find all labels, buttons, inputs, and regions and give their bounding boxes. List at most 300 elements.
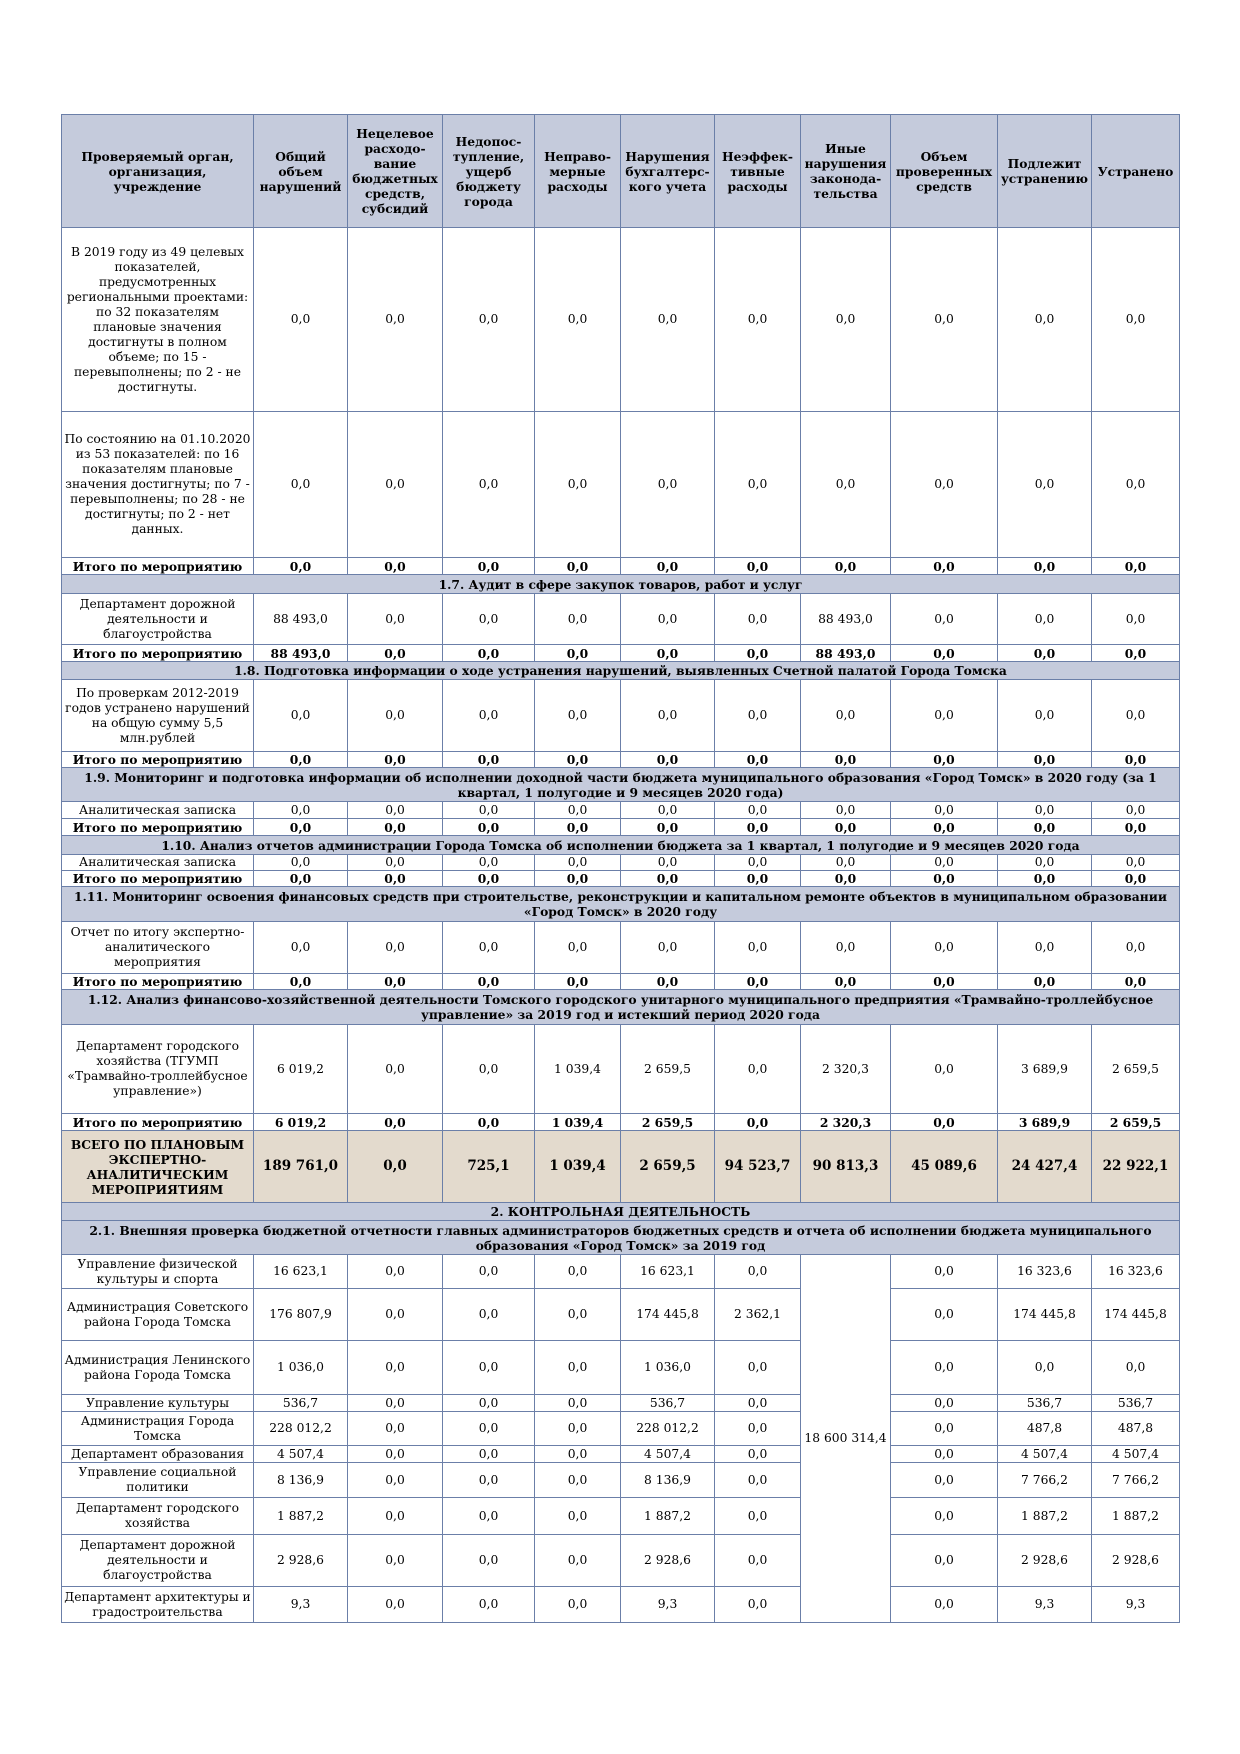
value-cell: 0,0 bbox=[801, 558, 891, 575]
checked-funds-merged-cell: 18 600 314,4 bbox=[801, 1255, 891, 1623]
value-cell: 0,0 bbox=[535, 228, 621, 412]
value-cell: 1 039,4 bbox=[535, 1114, 621, 1131]
value-cell: 0,0 bbox=[348, 1412, 443, 1446]
value-cell: 0,0 bbox=[998, 1341, 1092, 1395]
value-cell: 0,0 bbox=[715, 1025, 801, 1114]
value-cell: 0,0 bbox=[1092, 558, 1180, 575]
value-cell: 0,0 bbox=[891, 680, 998, 752]
value-cell: 0,0 bbox=[535, 1587, 621, 1623]
value-cell: 0,0 bbox=[998, 871, 1092, 887]
value-cell: 0,0 bbox=[715, 1412, 801, 1446]
header-cell: Устранено bbox=[1092, 115, 1180, 228]
value-cell: 0,0 bbox=[715, 1114, 801, 1131]
value-cell: 0,0 bbox=[998, 412, 1092, 558]
value-cell: 0,0 bbox=[1092, 228, 1180, 412]
table-row bbox=[62, 1446, 1180, 1463]
value-cell: 0,0 bbox=[535, 1412, 621, 1446]
value-cell: 0,0 bbox=[715, 1446, 801, 1463]
value-cell: 0,0 bbox=[535, 871, 621, 887]
value-cell: 2 659,5 bbox=[1092, 1114, 1180, 1131]
value-cell: 9,3 bbox=[621, 1587, 715, 1623]
value-cell: 0,0 bbox=[715, 974, 801, 990]
value-cell: 0,0 bbox=[621, 974, 715, 990]
total-row bbox=[62, 819, 1180, 836]
value-cell: 1 887,2 bbox=[254, 1498, 348, 1535]
value-cell: 0,0 bbox=[443, 1587, 535, 1623]
value-cell: 1 036,0 bbox=[254, 1341, 348, 1395]
value-cell: 0,0 bbox=[443, 855, 535, 871]
org-cell: Департамент образования bbox=[62, 1446, 254, 1463]
value-cell: 0,0 bbox=[801, 871, 891, 887]
value-cell: 0,0 bbox=[443, 645, 535, 662]
value-cell: 0,0 bbox=[715, 1341, 801, 1395]
value-cell: 0,0 bbox=[998, 855, 1092, 871]
value-cell: 0,0 bbox=[443, 680, 535, 752]
org-cell: Управление культуры bbox=[62, 1395, 254, 1412]
value-cell: 24 427,4 bbox=[998, 1131, 1092, 1203]
value-cell: 0,0 bbox=[254, 802, 348, 819]
section-row bbox=[62, 768, 1180, 802]
org-cell: Департамент дорожной деятельности и благоустройства bbox=[62, 594, 254, 645]
section-row bbox=[62, 575, 1180, 594]
value-cell: 0,0 bbox=[998, 558, 1092, 575]
org-cell: Итого по мероприятию bbox=[62, 645, 254, 662]
value-cell: 0,0 bbox=[715, 855, 801, 871]
value-cell: 0,0 bbox=[715, 819, 801, 836]
value-cell: 8 136,9 bbox=[254, 1463, 348, 1498]
value-cell: 0,0 bbox=[891, 1587, 998, 1623]
table-row bbox=[62, 1412, 1180, 1446]
value-cell: 0,0 bbox=[891, 1535, 998, 1587]
value-cell: 94 523,7 bbox=[715, 1131, 801, 1203]
value-cell: 0,0 bbox=[891, 645, 998, 662]
value-cell: 0,0 bbox=[254, 922, 348, 974]
value-cell: 0,0 bbox=[348, 228, 443, 412]
value-cell: 0,0 bbox=[891, 1114, 998, 1131]
value-cell: 90 813,3 bbox=[801, 1131, 891, 1203]
value-cell: 16 623,1 bbox=[254, 1255, 348, 1289]
value-cell: 0,0 bbox=[715, 1535, 801, 1587]
value-cell: 0,0 bbox=[621, 855, 715, 871]
value-cell: 0,0 bbox=[621, 922, 715, 974]
value-cell: 45 089,6 bbox=[891, 1131, 998, 1203]
org-cell: Итого по мероприятию bbox=[62, 1114, 254, 1131]
value-cell: 0,0 bbox=[715, 871, 801, 887]
value-cell: 0,0 bbox=[535, 680, 621, 752]
value-cell: 0,0 bbox=[535, 819, 621, 836]
value-cell: 0,0 bbox=[1092, 855, 1180, 871]
value-cell: 6 019,2 bbox=[254, 1025, 348, 1114]
value-cell: 0,0 bbox=[535, 1289, 621, 1341]
table-row bbox=[62, 412, 1180, 558]
value-cell: 0,0 bbox=[443, 922, 535, 974]
org-cell: В 2019 году из 49 целевых показателей, предусмотренных региональными проектами: по 32 показателям плановые значения достигнуты в полном объеме; по 15 - перевыполнены; по 2 - не достигнуты. bbox=[62, 228, 254, 412]
section-title: 2. КОНТРОЛЬНАЯ ДЕЯТЕЛЬНОСТЬ bbox=[62, 1203, 1180, 1221]
org-cell: По состоянию на 01.10.2020 из 53 показателей: по 16 показателям плановые значения достигнуты; по 7 - перевыполнены; по 28 - не достигнуты; по 2 - нет данных. bbox=[62, 412, 254, 558]
value-cell: 536,7 bbox=[621, 1395, 715, 1412]
value-cell: 0,0 bbox=[254, 974, 348, 990]
value-cell: 2 659,5 bbox=[1092, 1025, 1180, 1114]
value-cell: 0,0 bbox=[348, 645, 443, 662]
value-cell: 0,0 bbox=[1092, 922, 1180, 974]
value-cell: 9,3 bbox=[1092, 1587, 1180, 1623]
value-cell: 2 659,5 bbox=[621, 1131, 715, 1203]
value-cell: 0,0 bbox=[715, 922, 801, 974]
value-cell: 0,0 bbox=[535, 558, 621, 575]
value-cell: 0,0 bbox=[891, 1498, 998, 1535]
table-row bbox=[62, 855, 1180, 871]
org-cell: Департамент дорожной деятельности и благоустройства bbox=[62, 1535, 254, 1587]
value-cell: 0,0 bbox=[891, 1255, 998, 1289]
value-cell: 0,0 bbox=[1092, 1341, 1180, 1395]
section-title: 1.8. Подготовка информации о ходе устранения нарушений, выявленных Счетной палатой Города Томска bbox=[62, 662, 1180, 680]
table-row bbox=[62, 1341, 1180, 1395]
table-row bbox=[62, 594, 1180, 645]
value-cell: 228 012,2 bbox=[254, 1412, 348, 1446]
value-cell: 7 766,2 bbox=[1092, 1463, 1180, 1498]
value-cell: 0,0 bbox=[443, 1341, 535, 1395]
value-cell: 0,0 bbox=[1092, 752, 1180, 768]
value-cell: 0,0 bbox=[998, 922, 1092, 974]
section-title: 2.1. Внешняя проверка бюджетной отчетности главных администраторов бюджетных средств и отчета об исполнении бюджета муниципального образования «Город Томск» за 2019 год bbox=[62, 1221, 1180, 1255]
org-cell: Департамент городского хозяйства bbox=[62, 1498, 254, 1535]
value-cell: 0,0 bbox=[1092, 819, 1180, 836]
header-cell: Проверяемый орган, организация, учреждение bbox=[62, 115, 254, 228]
value-cell: 2 362,1 bbox=[715, 1289, 801, 1341]
value-cell: 88 493,0 bbox=[801, 645, 891, 662]
value-cell: 88 493,0 bbox=[254, 594, 348, 645]
value-cell: 0,0 bbox=[715, 412, 801, 558]
value-cell: 536,7 bbox=[1092, 1395, 1180, 1412]
value-cell: 0,0 bbox=[348, 1131, 443, 1203]
value-cell: 0,0 bbox=[891, 974, 998, 990]
value-cell: 0,0 bbox=[1092, 594, 1180, 645]
org-cell: Управление социальной политики bbox=[62, 1463, 254, 1498]
value-cell: 0,0 bbox=[254, 855, 348, 871]
value-cell: 16 323,6 bbox=[998, 1255, 1092, 1289]
header-cell: Подлежит устранению bbox=[998, 115, 1092, 228]
value-cell: 0,0 bbox=[443, 1412, 535, 1446]
section-title: 1.10. Анализ отчетов администрации Города Томска об исполнении бюджета за 1 квартал, 1 полугодие и 9 месяцев 2020 года bbox=[62, 836, 1180, 855]
value-cell: 0,0 bbox=[348, 855, 443, 871]
value-cell: 0,0 bbox=[998, 974, 1092, 990]
value-cell: 0,0 bbox=[348, 1025, 443, 1114]
value-cell: 0,0 bbox=[998, 594, 1092, 645]
value-cell: 0,0 bbox=[1092, 871, 1180, 887]
value-cell: 0,0 bbox=[891, 871, 998, 887]
value-cell: 487,8 bbox=[1092, 1412, 1180, 1446]
value-cell: 3 689,9 bbox=[998, 1025, 1092, 1114]
value-cell: 0,0 bbox=[254, 558, 348, 575]
value-cell: 0,0 bbox=[443, 412, 535, 558]
org-cell: Итого по мероприятию bbox=[62, 752, 254, 768]
value-cell: 1 887,2 bbox=[1092, 1498, 1180, 1535]
table-row bbox=[62, 1025, 1180, 1114]
section-title: 1.11. Мониторинг освоения финансовых средств при строительстве, реконструкции и капитальном ремонте объектов в муниципальном образовании «Город Томск» в 2020 году bbox=[62, 887, 1180, 922]
value-cell: 0,0 bbox=[254, 752, 348, 768]
org-cell: Отчет по итогу экспертно-аналитического мероприятия bbox=[62, 922, 254, 974]
value-cell: 0,0 bbox=[891, 1395, 998, 1412]
section-title: 1.7. Аудит в сфере закупок товаров, работ и услуг bbox=[62, 575, 1180, 594]
value-cell: 9,3 bbox=[998, 1587, 1092, 1623]
value-cell: 0,0 bbox=[535, 752, 621, 768]
total-row bbox=[62, 974, 1180, 990]
value-cell: 0,0 bbox=[998, 680, 1092, 752]
value-cell: 0,0 bbox=[348, 680, 443, 752]
value-cell: 0,0 bbox=[535, 1463, 621, 1498]
value-cell: 4 507,4 bbox=[998, 1446, 1092, 1463]
value-cell: 0,0 bbox=[348, 1587, 443, 1623]
org-cell: Департамент городского хозяйства (ТГУМП «Трамвайно-троллейбусное управление») bbox=[62, 1025, 254, 1114]
header-cell: Неправо-мерные расходы bbox=[535, 115, 621, 228]
value-cell: 0,0 bbox=[621, 412, 715, 558]
value-cell: 0,0 bbox=[348, 1114, 443, 1131]
value-cell: 2 320,3 bbox=[801, 1025, 891, 1114]
value-cell: 0,0 bbox=[535, 1395, 621, 1412]
value-cell: 8 136,9 bbox=[621, 1463, 715, 1498]
value-cell: 0,0 bbox=[443, 1025, 535, 1114]
value-cell: 0,0 bbox=[443, 1255, 535, 1289]
value-cell: 2 928,6 bbox=[621, 1535, 715, 1587]
value-cell: 174 445,8 bbox=[621, 1289, 715, 1341]
value-cell: 0,0 bbox=[443, 974, 535, 990]
org-cell: Итого по мероприятию bbox=[62, 558, 254, 575]
value-cell: 0,0 bbox=[348, 922, 443, 974]
value-cell: 0,0 bbox=[891, 594, 998, 645]
value-cell: 0,0 bbox=[715, 680, 801, 752]
value-cell: 189 761,0 bbox=[254, 1131, 348, 1203]
value-cell: 0,0 bbox=[891, 228, 998, 412]
value-cell: 174 445,8 bbox=[1092, 1289, 1180, 1341]
value-cell: 0,0 bbox=[891, 1025, 998, 1114]
table-row bbox=[62, 1395, 1180, 1412]
value-cell: 0,0 bbox=[891, 1446, 998, 1463]
table-row bbox=[62, 1255, 1180, 1289]
value-cell: 0,0 bbox=[715, 1498, 801, 1535]
value-cell: 0,0 bbox=[891, 1341, 998, 1395]
table-row bbox=[62, 680, 1180, 752]
org-cell: Аналитическая записка bbox=[62, 802, 254, 819]
value-cell: 0,0 bbox=[998, 645, 1092, 662]
value-cell: 1 036,0 bbox=[621, 1341, 715, 1395]
org-cell: Департамент архитектуры и градостроительства bbox=[62, 1587, 254, 1623]
value-cell: 0,0 bbox=[443, 594, 535, 645]
value-cell: 1 887,2 bbox=[621, 1498, 715, 1535]
value-cell: 228 012,2 bbox=[621, 1412, 715, 1446]
value-cell: 0,0 bbox=[715, 1395, 801, 1412]
value-cell: 0,0 bbox=[715, 228, 801, 412]
table-row bbox=[62, 802, 1180, 819]
value-cell: 0,0 bbox=[348, 594, 443, 645]
value-cell: 0,0 bbox=[443, 871, 535, 887]
org-cell: Итого по мероприятию bbox=[62, 871, 254, 887]
value-cell: 0,0 bbox=[715, 1255, 801, 1289]
value-cell: 0,0 bbox=[254, 819, 348, 836]
value-cell: 16 323,6 bbox=[1092, 1255, 1180, 1289]
value-cell: 0,0 bbox=[535, 922, 621, 974]
value-cell: 9,3 bbox=[254, 1587, 348, 1623]
value-cell: 0,0 bbox=[443, 1463, 535, 1498]
section-row bbox=[62, 1221, 1180, 1255]
value-cell: 0,0 bbox=[348, 1289, 443, 1341]
org-cell: Управление физической культуры и спорта bbox=[62, 1255, 254, 1289]
value-cell: 0,0 bbox=[621, 871, 715, 887]
value-cell: 0,0 bbox=[1092, 974, 1180, 990]
value-cell: 0,0 bbox=[535, 645, 621, 662]
section-row bbox=[62, 1203, 1180, 1221]
value-cell: 0,0 bbox=[998, 819, 1092, 836]
value-cell: 0,0 bbox=[998, 752, 1092, 768]
table-row bbox=[62, 1587, 1180, 1623]
value-cell: 0,0 bbox=[801, 412, 891, 558]
org-cell: ВСЕГО ПО ПЛАНОВЫМ ЭКСПЕРТНО-АНАЛИТИЧЕСКИМ МЕРОПРИЯТИЯМ bbox=[62, 1131, 254, 1203]
value-cell: 4 507,4 bbox=[1092, 1446, 1180, 1463]
header-cell: Общий объем нарушений bbox=[254, 115, 348, 228]
report-table bbox=[61, 114, 1180, 1623]
section-title: 1.12. Анализ финансово-хозяйственной деятельности Томского городского унитарного муниципального предприятия «Трамвайно-троллейбусное управление» за 2019 год и истекший период 2020 года bbox=[62, 990, 1180, 1025]
value-cell: 0,0 bbox=[715, 594, 801, 645]
value-cell: 0,0 bbox=[348, 1446, 443, 1463]
value-cell: 0,0 bbox=[348, 819, 443, 836]
value-cell: 1 039,4 bbox=[535, 1025, 621, 1114]
value-cell: 0,0 bbox=[348, 412, 443, 558]
total-row bbox=[62, 752, 1180, 768]
table-row bbox=[62, 1498, 1180, 1535]
value-cell: 174 445,8 bbox=[998, 1289, 1092, 1341]
value-cell: 0,0 bbox=[535, 412, 621, 558]
value-cell: 0,0 bbox=[443, 802, 535, 819]
table-body bbox=[62, 228, 1180, 1623]
value-cell: 0,0 bbox=[891, 752, 998, 768]
value-cell: 0,0 bbox=[801, 819, 891, 836]
table-row bbox=[62, 228, 1180, 412]
value-cell: 0,0 bbox=[348, 1498, 443, 1535]
value-cell: 6 019,2 bbox=[254, 1114, 348, 1131]
value-cell: 0,0 bbox=[621, 558, 715, 575]
value-cell: 22 922,1 bbox=[1092, 1131, 1180, 1203]
value-cell: 536,7 bbox=[998, 1395, 1092, 1412]
value-cell: 0,0 bbox=[891, 819, 998, 836]
value-cell: 536,7 bbox=[254, 1395, 348, 1412]
value-cell: 0,0 bbox=[348, 1255, 443, 1289]
total-row bbox=[62, 1114, 1180, 1131]
value-cell: 0,0 bbox=[348, 871, 443, 887]
value-cell: 0,0 bbox=[535, 855, 621, 871]
org-cell: Итого по мероприятию bbox=[62, 974, 254, 990]
org-cell: Администрация Ленинского района Города Томска bbox=[62, 1341, 254, 1395]
value-cell: 0,0 bbox=[801, 922, 891, 974]
value-cell: 0,0 bbox=[443, 1395, 535, 1412]
value-cell: 0,0 bbox=[443, 1535, 535, 1587]
value-cell: 1 887,2 bbox=[998, 1498, 1092, 1535]
header-cell: Иные нарушения законода-тельства bbox=[801, 115, 891, 228]
grand-total-row bbox=[62, 1131, 1180, 1203]
header-row bbox=[62, 115, 1180, 228]
section-row bbox=[62, 836, 1180, 855]
value-cell: 0,0 bbox=[891, 558, 998, 575]
total-row bbox=[62, 558, 1180, 575]
value-cell: 0,0 bbox=[535, 974, 621, 990]
value-cell: 7 766,2 bbox=[998, 1463, 1092, 1498]
value-cell: 0,0 bbox=[348, 1341, 443, 1395]
value-cell: 88 493,0 bbox=[801, 594, 891, 645]
value-cell: 0,0 bbox=[715, 802, 801, 819]
value-cell: 0,0 bbox=[998, 802, 1092, 819]
org-cell: По проверкам 2012-2019 годов устранено нарушений на общую сумму 5,5 млн.рублей bbox=[62, 680, 254, 752]
header-cell: Объем проверенных средств bbox=[891, 115, 998, 228]
value-cell: 0,0 bbox=[443, 228, 535, 412]
value-cell: 0,0 bbox=[621, 680, 715, 752]
value-cell: 0,0 bbox=[891, 1412, 998, 1446]
value-cell: 2 928,6 bbox=[1092, 1535, 1180, 1587]
value-cell: 0,0 bbox=[621, 594, 715, 645]
value-cell: 725,1 bbox=[443, 1131, 535, 1203]
value-cell: 0,0 bbox=[1092, 645, 1180, 662]
value-cell: 88 493,0 bbox=[254, 645, 348, 662]
value-cell: 487,8 bbox=[998, 1412, 1092, 1446]
value-cell: 0,0 bbox=[715, 1587, 801, 1623]
value-cell: 0,0 bbox=[443, 1446, 535, 1463]
value-cell: 2 659,5 bbox=[621, 1114, 715, 1131]
value-cell: 176 807,9 bbox=[254, 1289, 348, 1341]
value-cell: 2 928,6 bbox=[254, 1535, 348, 1587]
value-cell: 0,0 bbox=[801, 228, 891, 412]
value-cell: 0,0 bbox=[535, 1341, 621, 1395]
total-row bbox=[62, 871, 1180, 887]
value-cell: 0,0 bbox=[621, 752, 715, 768]
value-cell: 0,0 bbox=[801, 855, 891, 871]
value-cell: 0,0 bbox=[254, 680, 348, 752]
value-cell: 0,0 bbox=[621, 819, 715, 836]
value-cell: 0,0 bbox=[801, 752, 891, 768]
org-cell: Аналитическая записка bbox=[62, 855, 254, 871]
value-cell: 0,0 bbox=[621, 645, 715, 662]
section-row bbox=[62, 887, 1180, 922]
value-cell: 0,0 bbox=[801, 802, 891, 819]
value-cell: 0,0 bbox=[535, 594, 621, 645]
value-cell: 0,0 bbox=[254, 412, 348, 558]
value-cell: 4 507,4 bbox=[621, 1446, 715, 1463]
value-cell: 3 689,9 bbox=[998, 1114, 1092, 1131]
value-cell: 0,0 bbox=[348, 752, 443, 768]
table-row bbox=[62, 1535, 1180, 1587]
value-cell: 0,0 bbox=[443, 752, 535, 768]
header-cell: Недопос-тупление, ущерб бюджету города bbox=[443, 115, 535, 228]
header-cell: Неэффек-тивные расходы bbox=[715, 115, 801, 228]
value-cell: 0,0 bbox=[715, 1463, 801, 1498]
table-row bbox=[62, 1289, 1180, 1341]
value-cell: 0,0 bbox=[801, 680, 891, 752]
section-title: 1.9. Мониторинг и подготовка информации об исполнении доходной части бюджета муниципального образования «Город Томск» в 2020 году (за 1 квартал, 1 полугодие и 9 месяцев 2020 года) bbox=[62, 768, 1180, 802]
total-row bbox=[62, 645, 1180, 662]
value-cell: 0,0 bbox=[443, 558, 535, 575]
value-cell: 2 928,6 bbox=[998, 1535, 1092, 1587]
value-cell: 0,0 bbox=[443, 1289, 535, 1341]
value-cell: 0,0 bbox=[535, 1498, 621, 1535]
value-cell: 0,0 bbox=[891, 1463, 998, 1498]
value-cell: 0,0 bbox=[348, 974, 443, 990]
value-cell: 4 507,4 bbox=[254, 1446, 348, 1463]
value-cell: 0,0 bbox=[1092, 680, 1180, 752]
value-cell: 2 659,5 bbox=[621, 1025, 715, 1114]
value-cell: 0,0 bbox=[891, 802, 998, 819]
value-cell: 0,0 bbox=[348, 802, 443, 819]
org-cell: Администрация Советского района Города Томска bbox=[62, 1289, 254, 1341]
section-row bbox=[62, 662, 1180, 680]
org-cell: Администрация Города Томска bbox=[62, 1412, 254, 1446]
value-cell: 0,0 bbox=[535, 1535, 621, 1587]
value-cell: 0,0 bbox=[535, 1446, 621, 1463]
